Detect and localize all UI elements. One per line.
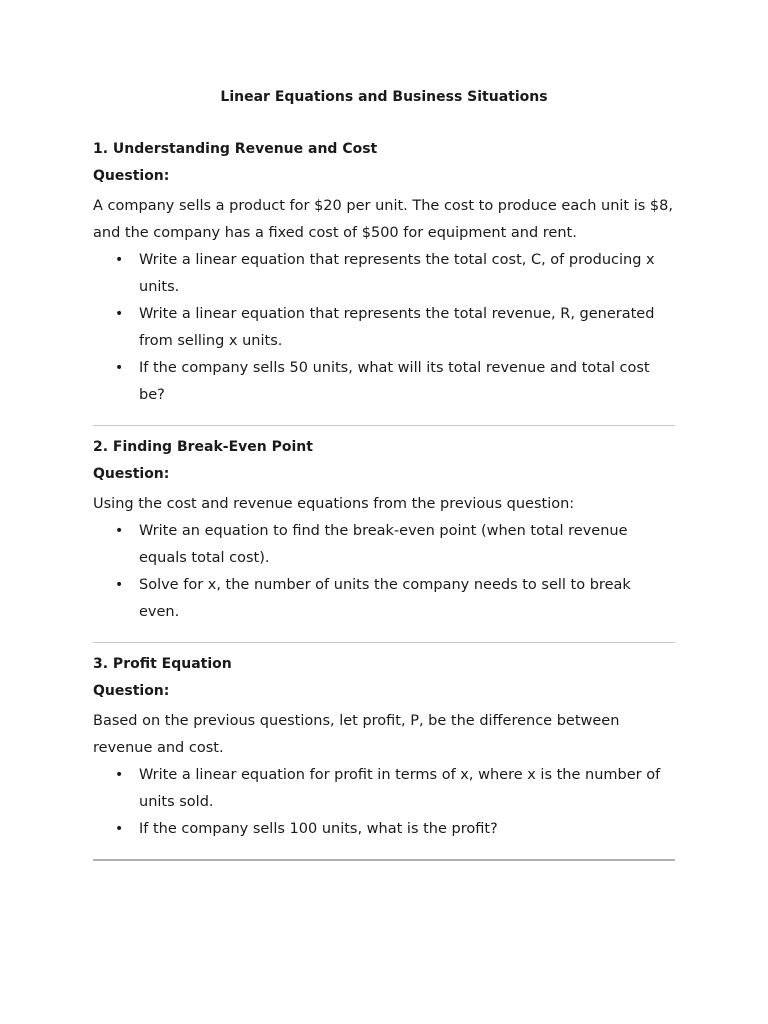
list-item-text: Write a linear equation that represents the total revenue, R, generated from selling x units. (139, 306, 655, 349)
list-item-text: Solve for x, the number of units the company needs to sell to break even. (139, 577, 631, 620)
list-item (93, 816, 675, 843)
bullet-icon: • (115, 252, 124, 268)
section-heading: 2. Finding Break-Even Point (93, 439, 313, 455)
list-item (93, 762, 675, 816)
section-profit (93, 654, 675, 843)
question-label: Question: (93, 168, 170, 184)
section-divider (93, 859, 675, 861)
list-item-text: If the company sells 50 units, what will its total revenue and total cost be? (139, 360, 650, 403)
document-page (93, 87, 675, 872)
section-heading: 1. Understanding Revenue and Cost (93, 141, 378, 157)
question-label: Question: (93, 683, 170, 699)
bullet-icon: • (115, 306, 124, 322)
bullet-icon: • (115, 360, 124, 376)
question-label: Question: (93, 466, 170, 482)
bullet-icon: • (115, 523, 124, 539)
list-item-text: Write a linear equation that represents the total cost, C, of producing x units. (139, 252, 655, 295)
bullet-list (93, 247, 675, 409)
document-title: Linear Equations and Business Situations (220, 89, 548, 105)
section-divider (93, 425, 675, 426)
bullet-icon: • (115, 577, 124, 593)
bullet-list (93, 518, 675, 626)
section-divider (93, 642, 675, 643)
list-item-text: If the company sells 100 units, what is the profit? (139, 821, 498, 837)
bullet-icon: • (115, 821, 124, 837)
list-item (93, 355, 675, 409)
list-item (93, 572, 675, 626)
section-break-even (93, 437, 675, 626)
list-item-text: Write a linear equation for profit in terms of x, where x is the number of units sold. (139, 767, 661, 810)
bullet-list (93, 762, 675, 843)
list-item (93, 518, 675, 572)
bullet-icon: • (115, 767, 124, 783)
section-revenue-cost (93, 139, 675, 409)
question-intro: Based on the previous questions, let profit, P, be the difference between revenue and cost. (93, 713, 620, 756)
section-heading: 3. Profit Equation (93, 656, 232, 672)
list-item (93, 247, 675, 301)
list-item-text: Write an equation to find the break-even point (when total revenue equals total cost). (139, 523, 628, 566)
list-item (93, 301, 675, 355)
question-intro: Using the cost and revenue equations from the previous question: (93, 496, 575, 512)
question-intro: A company sells a product for $20 per unit. The cost to produce each unit is $8, and the company has a fixed cost of $500 for equipment and rent. (93, 198, 673, 241)
